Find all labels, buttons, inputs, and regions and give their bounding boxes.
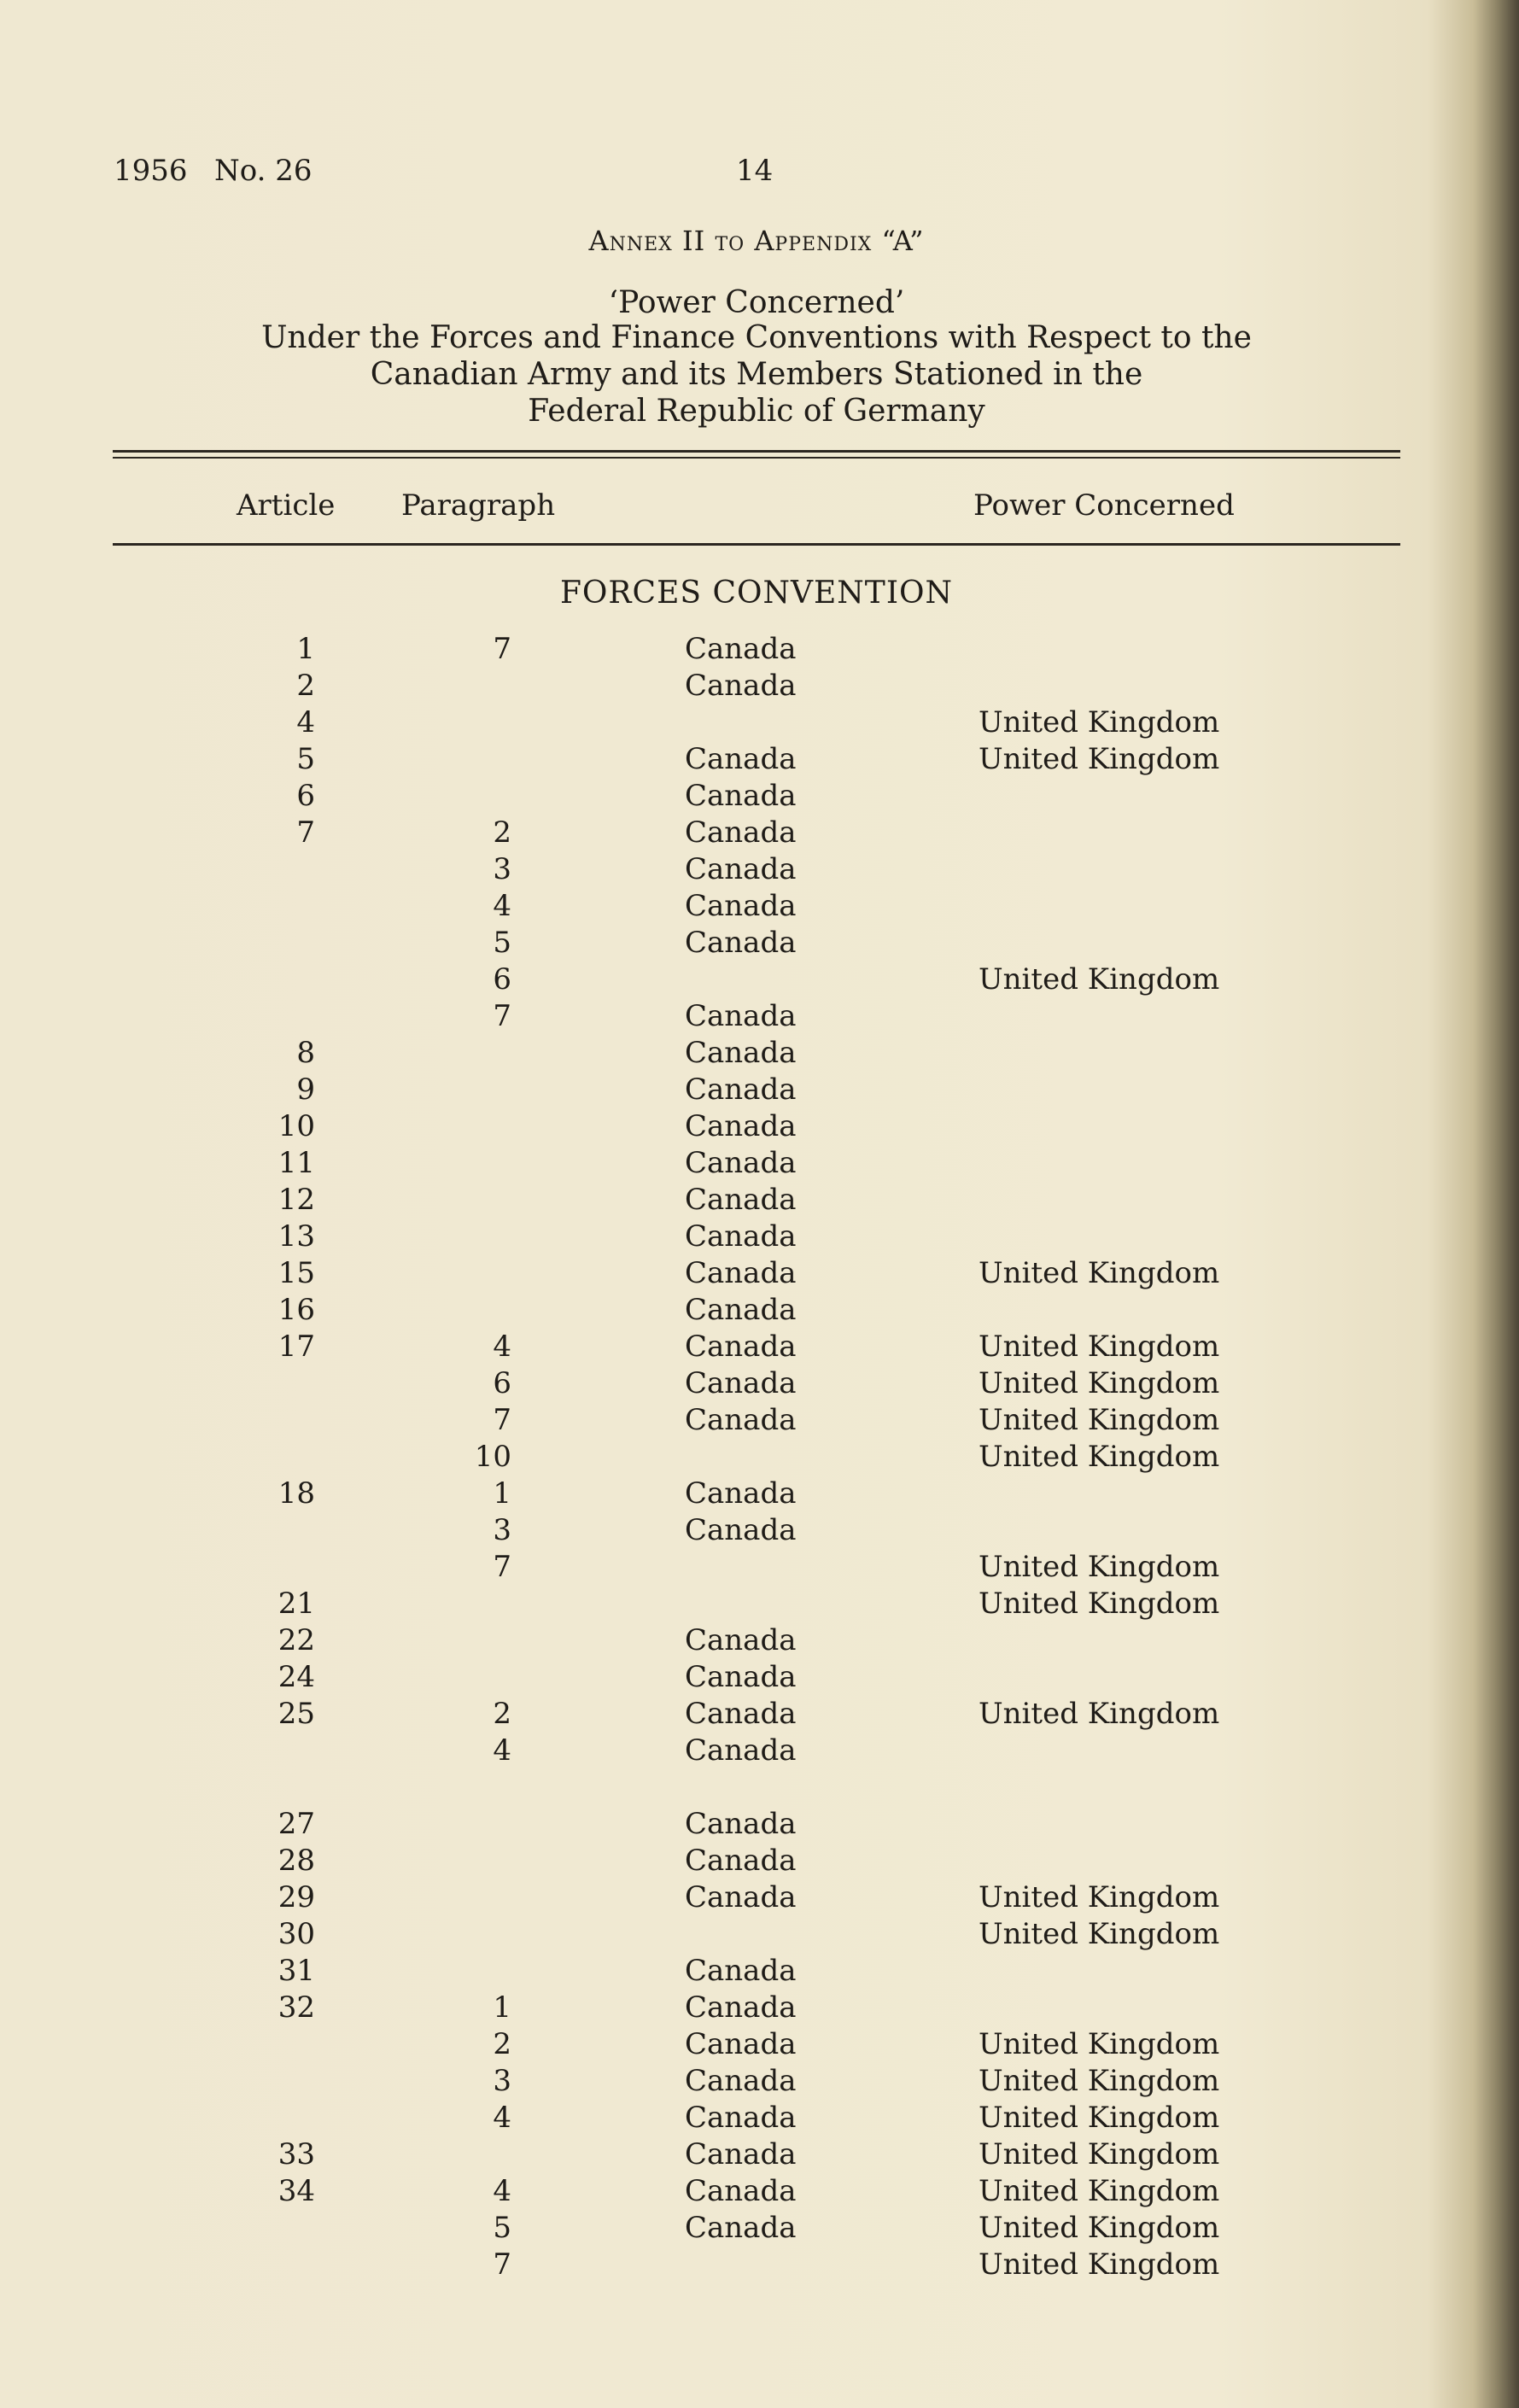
paragraph-cell: 7 [493,1550,511,1584]
table-row [0,742,1519,779]
column-header-paragraph: Paragraph [401,488,556,523]
canada-cell: Canada [685,999,797,1033]
united-kingdom-cell: United Kingdom [979,2211,1220,2245]
title-line-1: Under the Forces and Finance Conventions with Respect to the [261,320,1252,355]
canada-cell: Canada [685,1219,797,1254]
article-cell: 30 [278,1917,315,1951]
paragraph-cell: 2 [493,1697,511,1731]
paragraph-cell: 4 [493,2174,511,2208]
article-cell: 16 [278,1293,315,1327]
paragraph-cell: 10 [474,1440,511,1474]
table-row [0,2247,1519,2284]
canada-cell: Canada [685,1146,797,1180]
table-row [0,1623,1519,1660]
united-kingdom-cell: United Kingdom [979,1256,1220,1290]
article-cell: 27 [278,1807,315,1841]
united-kingdom-cell: United Kingdom [979,2027,1220,2061]
united-kingdom-cell: United Kingdom [979,2137,1220,2171]
canada-cell: Canada [685,742,797,776]
paragraph-cell: 1 [493,1476,511,1511]
column-header-article: Article [237,488,336,523]
article-cell: 12 [278,1183,315,1217]
paragraph-cell: 4 [493,2101,511,2135]
canada-cell: Canada [685,2174,797,2208]
subtitle: ‘Power Concerned’ [608,285,905,320]
table-row [0,779,1519,815]
article-cell: 24 [278,1660,315,1694]
table-row [0,1880,1519,1917]
article-cell: 17 [278,1330,315,1364]
canada-cell: Canada [685,1476,797,1511]
table-row [0,2101,1519,2137]
article-cell: 25 [278,1697,315,1731]
paragraph-cell: 2 [493,2027,511,2061]
paragraph-cell: 7 [493,632,511,666]
title-line-2: Canadian Army and its Members Stationed in the [370,357,1143,392]
table-row [0,1146,1519,1183]
table-row [0,1476,1519,1513]
paragraph-cell: 3 [493,1513,511,1547]
united-kingdom-cell: United Kingdom [979,962,1220,997]
table-row [0,1403,1519,1440]
table-row [0,999,1519,1036]
article-cell: 1 [296,632,315,666]
article-cell: 5 [296,742,315,776]
article-cell: 21 [278,1587,315,1621]
table-row [0,1440,1519,1476]
paragraph-cell: 4 [493,1330,511,1364]
united-kingdom-cell: United Kingdom [979,2064,1220,2098]
table-row [0,1072,1519,1109]
united-kingdom-cell: United Kingdom [979,2247,1220,2282]
canada-cell: Canada [685,2211,797,2245]
canada-cell: Canada [685,1660,797,1694]
article-cell: 9 [296,1072,315,1107]
article-cell: 28 [278,1844,315,1878]
paragraph-cell: 5 [493,2211,511,2245]
united-kingdom-cell: United Kingdom [979,1880,1220,1914]
table-row [0,1036,1519,1072]
canada-cell: Canada [685,1036,797,1070]
canada-cell: Canada [685,1366,797,1400]
table-row [0,962,1519,999]
table-row [0,669,1519,705]
article-cell: 2 [296,669,315,703]
paragraph-cell: 3 [493,852,511,886]
united-kingdom-cell: United Kingdom [979,1697,1220,1731]
united-kingdom-cell: United Kingdom [979,1403,1220,1437]
table-row [0,1733,1519,1770]
table-row [0,815,1519,852]
article-cell: 15 [278,1256,315,1290]
table-row [0,1844,1519,1880]
united-kingdom-cell: United Kingdom [979,1587,1220,1621]
canada-cell: Canada [685,1733,797,1768]
paragraph-cell: 1 [493,1990,511,2025]
top-rule-double [113,457,1400,459]
canada-cell: Canada [685,2101,797,2135]
table-row [0,1366,1519,1403]
table-row [0,2064,1519,2101]
united-kingdom-cell: United Kingdom [979,705,1220,739]
united-kingdom-cell: United Kingdom [979,1550,1220,1584]
running-head-year: 1956 [114,154,188,188]
article-cell: 22 [278,1623,315,1657]
united-kingdom-cell: United Kingdom [979,1330,1220,1364]
canada-cell: Canada [685,1183,797,1217]
title-line-3: Federal Republic of Germany [528,394,985,429]
table-row [0,889,1519,926]
article-cell: 18 [278,1476,315,1511]
table-row [0,2137,1519,2174]
table-row [0,1587,1519,1623]
article-cell: 11 [278,1146,315,1180]
table-row [0,1954,1519,1990]
paragraph-cell: 2 [493,815,511,850]
united-kingdom-cell: United Kingdom [979,2101,1220,2135]
paragraph-cell: 6 [493,962,511,997]
article-cell: 10 [278,1109,315,1143]
table-row [0,632,1519,669]
top-rule [113,450,1400,453]
canada-cell: Canada [685,632,797,666]
canada-cell: Canada [685,1330,797,1364]
table-row [0,1183,1519,1219]
canada-cell: Canada [685,2137,797,2171]
table-row [0,1697,1519,1733]
article-cell: 33 [278,2137,315,2171]
table-row [0,852,1519,889]
canada-cell: Canada [685,1880,797,1914]
table-row [0,705,1519,742]
paragraph-cell: 4 [493,889,511,923]
paragraph-cell: 6 [493,1366,511,1400]
canada-cell: Canada [685,889,797,923]
table-row [0,1219,1519,1256]
table-row [0,1256,1519,1293]
paragraph-cell: 7 [493,1403,511,1437]
canada-cell: Canada [685,779,797,813]
united-kingdom-cell: United Kingdom [979,1366,1220,1400]
united-kingdom-cell: United Kingdom [979,742,1220,776]
table-row [0,1917,1519,1954]
canada-cell: Canada [685,1990,797,2025]
united-kingdom-cell: United Kingdom [979,1440,1220,1474]
canada-cell: Canada [685,1954,797,1988]
column-header-power-concerned: Power Concerned [973,488,1235,523]
table-row [0,1660,1519,1697]
paragraph-cell: 7 [493,999,511,1033]
canada-cell: Canada [685,1697,797,1731]
table-row [0,2174,1519,2211]
article-cell: 8 [296,1036,315,1070]
table-row [0,926,1519,962]
canada-cell: Canada [685,1109,797,1143]
article-cell: 29 [278,1880,315,1914]
paragraph-cell: 4 [493,1733,511,1768]
article-cell: 13 [278,1219,315,1254]
canada-cell: Canada [685,1256,797,1290]
united-kingdom-cell: United Kingdom [979,1917,1220,1951]
canada-cell: Canada [685,2064,797,2098]
table-row [0,1550,1519,1587]
article-cell: 7 [296,815,315,850]
table-row [0,1807,1519,1844]
article-cell: 31 [278,1954,315,1988]
canada-cell: Canada [685,1072,797,1107]
table-row [0,2211,1519,2247]
paragraph-cell: 3 [493,2064,511,2098]
table-row [0,1109,1519,1146]
canada-cell: Canada [685,1293,797,1327]
article-cell: 4 [296,705,315,739]
table-row [0,2027,1519,2064]
article-cell: 6 [296,779,315,813]
annex-title: Annex II to Appendix “A” [588,225,925,257]
table-row [0,1293,1519,1330]
running-head-number: No. 26 [214,154,313,188]
section-heading: FORCES CONVENTION [559,576,954,611]
canada-cell: Canada [685,926,797,960]
article-cell: 34 [278,2174,315,2208]
canada-cell: Canada [685,1623,797,1657]
united-kingdom-cell: United Kingdom [979,2174,1220,2208]
header-rule [113,543,1400,546]
canada-cell: Canada [685,1844,797,1878]
table-row [0,1513,1519,1550]
canada-cell: Canada [685,669,797,703]
paragraph-cell: 5 [493,926,511,960]
table-row [0,1330,1519,1366]
page-number: 14 [736,154,774,188]
paragraph-cell: 7 [493,2247,511,2282]
article-cell: 32 [278,1990,315,2025]
canada-cell: Canada [685,1513,797,1547]
canada-cell: Canada [685,815,797,850]
canada-cell: Canada [685,852,797,886]
canada-cell: Canada [685,1403,797,1437]
table-row [0,1990,1519,2027]
canada-cell: Canada [685,1807,797,1841]
canada-cell: Canada [685,2027,797,2061]
